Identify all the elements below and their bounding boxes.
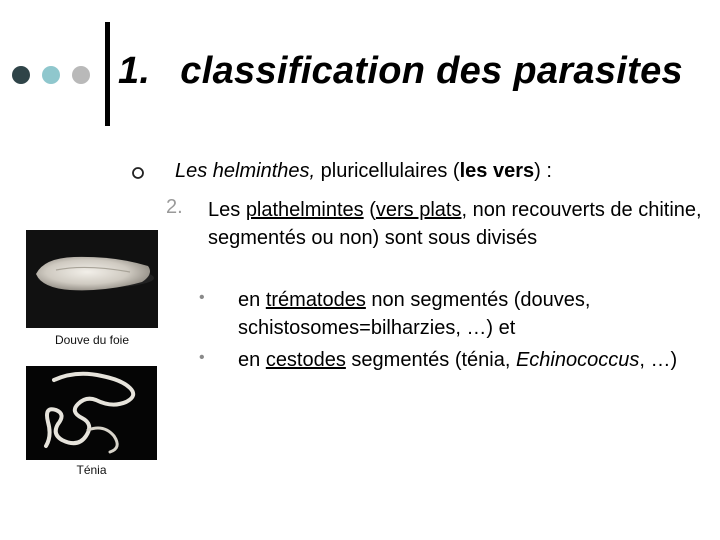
cestodes-link[interactable]: cestodes	[265, 349, 346, 371]
liver-fluke-caption: Douve du foie	[54, 333, 130, 347]
level2-text-a: Les	[208, 199, 246, 221]
plathelmintes-link[interactable]: plathelmintes	[245, 199, 364, 221]
decor-dot-gray	[72, 66, 90, 84]
decor-dot-dark	[12, 66, 30, 84]
title-divider-bar	[105, 22, 110, 126]
slide-title-number: 1.	[118, 50, 151, 92]
ring-bullet-icon	[131, 164, 145, 185]
level3-text-c: en	[238, 349, 266, 371]
level3-text-e: , …)	[639, 349, 678, 371]
level3-text-a: en	[238, 289, 266, 311]
level2-text-b: (	[363, 199, 376, 221]
level3-bullet-1: •	[199, 289, 205, 306]
liver-fluke-image	[26, 230, 158, 328]
level3-text-b: non segmentés (douves, schistosomes=bilharzies, …) et	[238, 289, 591, 339]
level3-item-trematodes	[238, 286, 708, 342]
trematodes-link[interactable]: trématodes	[265, 289, 366, 311]
level2-text-c: , non recouverts de chitine, segmentés ou non) sont sous divisés	[208, 199, 702, 249]
tapeworm-caption: Ténia	[76, 463, 107, 477]
level3-item-cestodes	[238, 346, 708, 374]
level1-text-a: pluricellulaires (	[315, 160, 460, 182]
level3-bullet-2: •	[199, 349, 205, 366]
vers-word: vers	[492, 160, 535, 182]
echinococcus-term: Echinococcus	[515, 349, 640, 371]
level3-text-d: segmentés (ténia,	[345, 349, 516, 371]
tapeworm-image	[26, 366, 157, 460]
decor-dot-teal	[42, 66, 60, 84]
vers-plats-link[interactable]: vers plats	[375, 199, 462, 221]
level1-item	[175, 160, 552, 183]
les-word: les	[459, 160, 488, 182]
level2-number: 2.	[166, 196, 183, 218]
level2-item	[208, 196, 708, 252]
slide-title-text: classification des parasites	[180, 50, 683, 92]
slide-title	[118, 50, 683, 93]
level1-text-b: ) :	[534, 160, 552, 182]
helminthes-term: Les helminthes,	[175, 160, 316, 182]
